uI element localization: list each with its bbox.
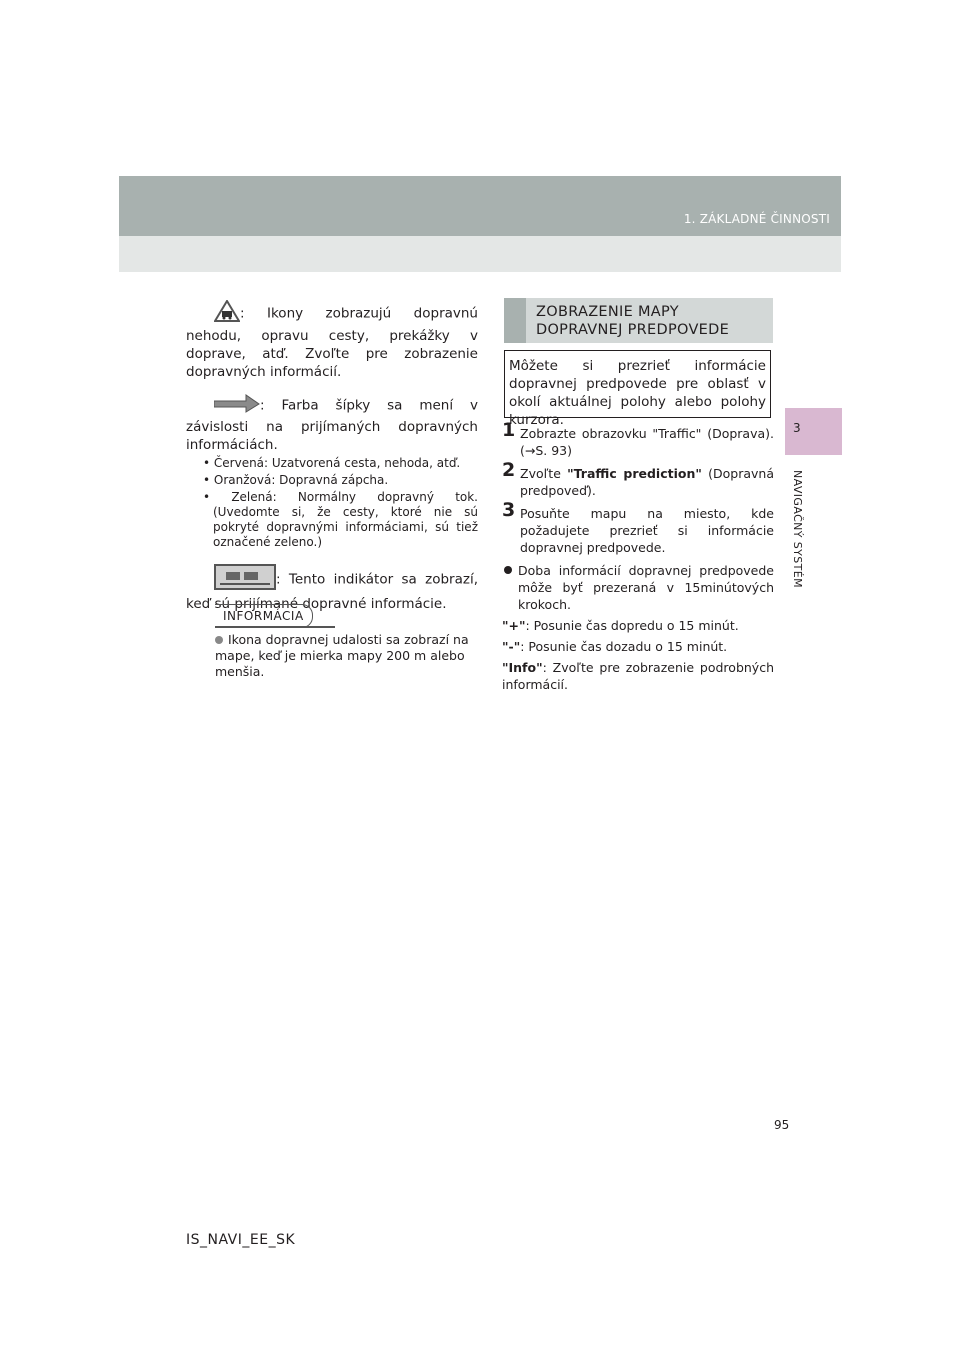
traffic-incident-icon xyxy=(214,300,240,327)
incident-icon-text: : Ikony zobrazujú dopravnú nehodu, opravu cesty, prekážky v doprave, atď. Zvoľte pre zobrazenie dopravných informácií. xyxy=(186,305,478,380)
minus-key-text: : Posunie čas dozadu o 15 minút. xyxy=(520,639,728,654)
information-label: INFORMÁCIA xyxy=(215,604,313,628)
chapter-tab-number: 3 xyxy=(793,421,801,435)
step-1 xyxy=(502,419,774,459)
minus-key-line xyxy=(502,638,774,655)
step-1-number: 1 xyxy=(502,419,516,441)
info-key-line xyxy=(502,659,774,693)
minus-key: "-" xyxy=(502,639,521,654)
arrow-green-item: • Zelená: Normálny dopravný tok. (Uvedomte si, že cesty, ktoré nie sú pokryté dopravnými informáciami, sú tiež označené zeleno.) xyxy=(203,490,478,549)
arrow-color-paragraph xyxy=(186,393,478,454)
step-2-number: 2 xyxy=(502,459,516,481)
section-intro-box: Môžete si prezrieť informácie dopravnej predpovede pre oblasť v okolí aktuálnej polohy alebo polohy kurzora. xyxy=(504,350,771,418)
traffic-info-indicator-icon xyxy=(214,564,276,595)
step-3 xyxy=(502,499,774,556)
header-subband xyxy=(119,236,841,272)
bullet-icon xyxy=(504,566,512,574)
prediction-interval-text: Doba informácií dopravnej predpovede môže byť prezeraná v 15minútových krokoch. xyxy=(518,563,774,612)
information-divider xyxy=(215,626,335,628)
chapter-side-label-text: NAVIGAČNÝ SYSTÉM xyxy=(791,470,804,589)
step-2-suffix: (Dopravná predpoveď). xyxy=(520,466,774,498)
section-title xyxy=(536,303,729,339)
section-header-accent xyxy=(504,298,526,343)
information-note xyxy=(215,632,477,680)
section-title-line-2: DOPRAVNEJ PREDPOVEDE xyxy=(536,322,730,338)
traffic-prediction-label: "Traffic prediction" xyxy=(567,466,702,481)
plus-key-line xyxy=(502,617,774,634)
step-3-number: 3 xyxy=(502,499,516,521)
plus-key: "+" xyxy=(502,618,526,633)
step-2-prefix: Zvoľte xyxy=(520,466,568,481)
left-column xyxy=(186,300,478,625)
chapter-title: 1. ZÁKLADNÉ ČINNOSTI xyxy=(683,212,830,226)
arrow-color-text: : Farba šípky sa mení v závislosti na prijímaných dopravných informáciách. xyxy=(186,397,478,453)
page-number: 95 xyxy=(774,1118,790,1132)
bullet-icon xyxy=(215,636,223,644)
indicator-text: : Tento indikátor sa zobrazí, keď sú prijímané dopravné informácie. xyxy=(186,571,478,612)
arrow-red-item: • Červená: Uzatvorená cesta, nehoda, atď. xyxy=(203,456,461,470)
traffic-arrow-icon xyxy=(214,393,260,418)
step-2 xyxy=(502,459,774,499)
arrow-orange-item: • Oranžová: Dopravná zápcha. xyxy=(203,473,389,487)
info-key-text: : Zvoľte pre zobrazenie podrobných informácií. xyxy=(502,660,774,692)
chapter-side-label xyxy=(790,470,810,630)
step-1-text: Zobrazte obrazovku "Traffic" (Doprava). (→S. 93) xyxy=(520,426,774,458)
step-3-text: Posuňte mapu na miesto, kde požadujete prezrieť si informácie dopravnej predpovede. xyxy=(520,506,774,555)
document-code: IS_NAVI_EE_SK xyxy=(186,1232,296,1248)
information-note-text: Ikona dopravnej udalosti sa zobrazí na mape, keď je mierka mapy 200 m alebo menšia. xyxy=(215,632,469,679)
section-title-line-1: ZOBRAZENIE MAPY xyxy=(536,304,679,320)
incident-icon-paragraph xyxy=(186,300,478,381)
plus-key-text: : Posunie čas dopredu o 15 minút. xyxy=(525,618,739,633)
header-band xyxy=(119,176,841,236)
prediction-interval-note xyxy=(502,562,774,613)
right-column xyxy=(502,419,774,697)
info-key: "Info" xyxy=(502,660,543,675)
